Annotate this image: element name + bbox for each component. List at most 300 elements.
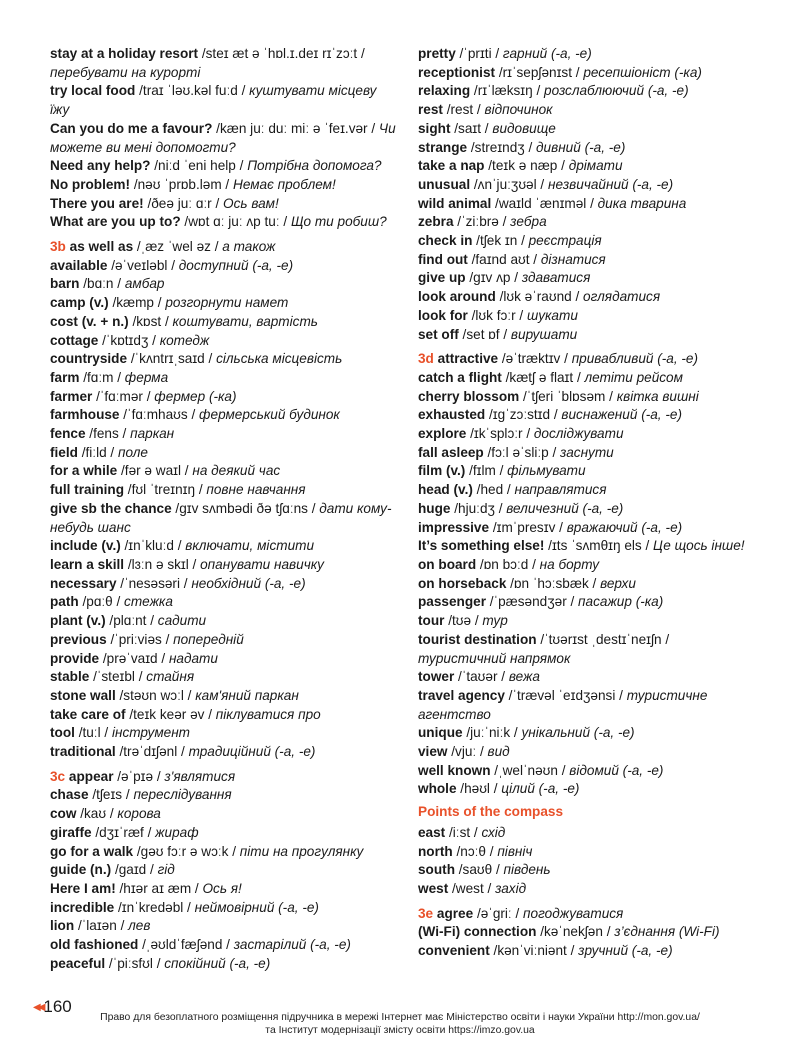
vocab-word: take a nap [418, 158, 485, 174]
vocab-entry [50, 706, 398, 725]
vocab-word: tower [418, 669, 455, 685]
vocab-pronunciation: /lʊk fɔːr / [467, 307, 527, 323]
vocab-entry [418, 350, 758, 369]
footer-line-1: Право для безоплатного розміщення підручника в мережі Інтернет має Міністерство освіти і науки України http://mon.gov.ua/ [100, 1012, 700, 1023]
vocab-translation: тур [482, 613, 508, 629]
vocab-translation: летіти рейсом [584, 369, 683, 385]
vocab-pronunciation: /kɒst / [128, 313, 173, 329]
vocab-word: stable [50, 669, 90, 685]
vocab-word: traditional [50, 744, 116, 760]
vocab-pronunciation: /fər ə waɪl / [117, 463, 193, 479]
vocab-translation: унікальний (-а, -е) [521, 725, 635, 741]
vocab-word: set off [418, 326, 459, 342]
vocab-entry [50, 257, 398, 276]
vocab-pronunciation: /ɒn bɔːd / [476, 556, 540, 572]
vocab-entry [418, 213, 758, 232]
vocab-word: fence [50, 426, 86, 442]
vocab-entry [50, 388, 398, 407]
vocab-pronunciation: /ˈlaɪən / [74, 918, 129, 934]
vocab-word: relaxing [418, 83, 471, 99]
vocab-entry [50, 880, 398, 899]
vocab-word: field [50, 444, 78, 460]
vocab-translation: дивний (-а, -е) [536, 139, 626, 155]
vocab-translation: пасажир (-ка) [578, 594, 664, 610]
vocab-translation: паркан [130, 426, 175, 442]
vocab-entry [50, 724, 398, 743]
vocab-word: as well as [69, 239, 134, 255]
vocab-pronunciation: /ɡaɪd / [111, 862, 158, 878]
vocab-word: cottage [50, 332, 99, 348]
vocab-entry [50, 294, 398, 313]
vocab-pronunciation: /dʒɪˈræf / [91, 824, 156, 840]
right-column [418, 45, 758, 961]
vocab-pronunciation: /tʊə / [444, 613, 483, 629]
vocab-entry [50, 537, 398, 556]
section-label: 3c [50, 768, 66, 784]
vocab-entry [418, 64, 758, 83]
vocab-word: on horseback [418, 575, 507, 591]
vocab-word: previous [50, 631, 107, 647]
vocab-entry [50, 176, 398, 195]
vocab-translation: туристичний напрямок [418, 650, 571, 666]
vocab-entry [418, 425, 758, 444]
vocab-word: on board [418, 556, 477, 572]
vocab-pronunciation: /əˈpɪə / [113, 768, 165, 784]
vocab-entry [418, 139, 758, 158]
vocab-pronunciation: /kənˈviːniənt / [489, 943, 579, 959]
vocab-entry [50, 786, 398, 805]
vocab-entry [418, 687, 758, 724]
vocab-entry [418, 923, 758, 942]
vocab-pronunciation: /ˈtʊərɪst ˌdestɪˈneɪʃn / [536, 631, 670, 647]
vocab-word: south [418, 862, 455, 878]
vocab-entry [418, 388, 758, 407]
vocab-entry [418, 556, 758, 575]
vocab-pronunciation: /bɑːn / [79, 276, 125, 292]
vocab-entry [50, 481, 398, 500]
vocab-entry [50, 157, 398, 176]
vocab-entry [50, 805, 398, 824]
vocab-pronunciation: /ɪɡˈzɔːstɪd / [485, 407, 562, 423]
vocab-pronunciation: /ɒn ˈhɔːsbæk / [506, 575, 601, 591]
vocab-word: stone wall [50, 687, 116, 703]
vocab-translation: зебра [510, 214, 547, 230]
vocab-entry [418, 724, 758, 743]
vocab-pronunciation: /saɪt / [450, 120, 493, 136]
vocab-translation: традиційний (-а, -е) [188, 744, 316, 760]
vocab-pronunciation: /fens / [85, 426, 131, 442]
vocab-word: cost (v. + n.) [50, 313, 129, 329]
vocab-translation: неймовірний (-а, -е) [194, 899, 319, 915]
vocab-translation: фермерський будинок [199, 407, 340, 423]
vocab-pronunciation: /rɪˈsepʃənɪst / [495, 64, 584, 80]
vocab-entry [50, 332, 398, 351]
vocab-word: farmhouse [50, 407, 120, 423]
vocab-entry [418, 369, 758, 388]
vocab-word: barn [50, 276, 80, 292]
vocab-translation: з’єднання (Wi-Fi) [614, 924, 720, 940]
vocab-pronunciation: /prəˈvaɪd / [99, 650, 169, 666]
vocab-entry [50, 313, 398, 332]
vocab-translation: Немає проблем! [233, 176, 336, 192]
vocab-translation: з'являтися [164, 768, 236, 784]
vocab-translation: вежа [508, 669, 540, 685]
vocab-word: travel agency [418, 687, 505, 703]
vocab-word: sight [418, 120, 451, 136]
vocab-pronunciation: /steɪ æt ə ˈhɒl.ɪ.deɪ rɪˈzɔːt / [198, 46, 365, 61]
vocab-entry [50, 350, 398, 369]
vocab-pronunciation: /ɪnˈkredəbl / [114, 899, 195, 915]
vocab-entry [418, 462, 758, 481]
vocab-word: lion [50, 918, 75, 934]
vocab-pronunciation: /əˈtræktɪv / [498, 351, 572, 367]
vocab-translation: вражаючий (-а, -е) [566, 519, 683, 535]
vocab-entry [418, 251, 758, 270]
vocab-word: film (v.) [418, 463, 466, 479]
vocab-translation: Це щось інше! [653, 538, 745, 554]
vocab-entry [50, 575, 398, 594]
vocab-entry [418, 500, 758, 519]
vocab-translation: фермер (-ка) [154, 388, 237, 404]
vocab-pronunciation: /kæn juː duː miː ə ˈfeɪ.vər / [212, 120, 379, 136]
vocab-pronunciation: /set ɒf / [458, 326, 511, 342]
vocab-pronunciation: /wɒt ɑː juː ʌp tuː / [180, 214, 291, 230]
vocab-entry [418, 631, 758, 668]
vocab-translation: величезний (-а, -е) [506, 500, 624, 516]
vocab-translation: фільмувати [507, 463, 586, 479]
vocab-word: farm [50, 369, 80, 385]
vocab-word: exhausted [418, 407, 486, 423]
vocab-word: explore [418, 426, 467, 442]
vocab-translation: сільська місцевість [216, 351, 343, 367]
vocab-pronunciation: /ðeə juː ɑːr / [143, 195, 224, 211]
vocab-translation: заснути [560, 444, 614, 460]
vocab-translation: інструмент [111, 725, 191, 741]
vocab-translation: лев [128, 918, 151, 934]
vocab-pronunciation: /lʊk əˈraʊnd / [495, 289, 584, 305]
vocab-word: go for a walk [50, 843, 134, 859]
vocab-word: receptionist [418, 64, 496, 80]
page-number-text: 160 [43, 997, 72, 1016]
vocab-translation: на деякий час [192, 463, 281, 479]
vocab-translation: опанувати навичку [200, 556, 324, 572]
vocab-entry [418, 762, 758, 781]
vocab-translation: стайня [146, 669, 195, 685]
vocab-translation: видовище [492, 120, 556, 136]
vocab-word: cherry blossom [418, 388, 520, 404]
vocab-entry [50, 824, 398, 843]
section-heading: Points of the compass [418, 804, 564, 820]
vocab-entry [418, 307, 758, 326]
vocab-word: zebra [418, 214, 454, 230]
vocab-translation: направлятися [514, 482, 607, 498]
vocab-pronunciation: /ˈpiːsfʊl / [105, 955, 165, 971]
vocab-entry [50, 120, 398, 157]
vocab-translation: необхідний (-а, -е) [191, 575, 306, 591]
vocab-translation: Що ти робиш? [290, 214, 387, 230]
vocab-entry [418, 942, 758, 961]
vocab-translation: зручний (-а, -е) [578, 943, 673, 959]
vocab-word: Need any help? [50, 158, 151, 174]
vocab-entry [418, 537, 758, 556]
vocab-entry [50, 238, 398, 257]
vocab-word: appear [68, 768, 114, 784]
vocab-entry [418, 444, 758, 463]
vocab-word: well known [418, 762, 491, 778]
left-column [50, 45, 398, 973]
vocab-pronunciation: /traɪ ˈləʊ.kəl fuːd / [135, 83, 250, 99]
vocab-translation: стежка [124, 594, 173, 610]
vocab-entry [50, 556, 398, 575]
vocab-pronunciation: /ˈtaʊər / [454, 669, 509, 685]
vocab-entry [418, 101, 758, 120]
vocab-entry [418, 880, 758, 899]
vocab-word: tool [50, 725, 75, 741]
vocab-pronunciation: /rest / [442, 102, 485, 118]
vocab-translation: квітка вишні [616, 388, 699, 404]
vocab-pronunciation: /ˈziːbrə / [453, 214, 511, 230]
vocab-word: unusual [418, 176, 471, 192]
vocab-word: old fashioned [50, 937, 139, 953]
vocab-pronunciation: /ˈkʌntrɪˌsaɪd / [127, 351, 217, 367]
vocab-pronunciation: /fɔːl əˈsliːp / [483, 444, 561, 460]
vocab-pronunciation: /ɡəʊ fɔːr ə wɔːk / [133, 843, 240, 859]
vocab-word: passenger [418, 594, 487, 610]
vocab-pronunciation: /kəˈnekʃən / [536, 924, 615, 940]
vocab-pronunciation: /ʌnˈjuːʒʊəl / [470, 176, 548, 192]
vocab-translation: корова [117, 806, 161, 822]
vocab-pronunciation: /ˈfɑːmər / [92, 388, 155, 404]
vocab-pronunciation: /ˈkɒtɪdʒ / [98, 332, 160, 348]
vocab-word: No problem! [50, 176, 131, 192]
vocab-pronunciation: /tʃek ɪn / [472, 233, 529, 249]
vocab-word: strange [418, 139, 468, 155]
vocab-word: convenient [418, 943, 490, 959]
vocab-translation: південь [503, 862, 551, 878]
vocab-pronunciation: /tʃeɪs / [88, 787, 134, 803]
vocab-entry [418, 743, 758, 762]
vocab-pronunciation: /ˈpæsəndʒər / [486, 594, 579, 610]
vocab-word: catch a flight [418, 369, 502, 385]
vocab-word: try local food [50, 83, 136, 99]
vocab-translation: дрімати [568, 158, 623, 174]
vocab-word: find out [418, 251, 468, 267]
vocab-translation: кам'яний паркан [195, 687, 299, 703]
vocab-word: head (v.) [418, 482, 473, 498]
vocab-entry [50, 743, 398, 762]
vocab-entry [50, 612, 398, 631]
vocab-translation: садити [157, 613, 207, 629]
vocab-word: include (v.) [50, 538, 121, 554]
vocab-translation: відомий (-а, -е) [569, 762, 664, 778]
vocab-pronunciation: /ˈtʃeri ˈblɒsəm / [519, 388, 617, 404]
vocab-word: guide (n.) [50, 862, 112, 878]
vocab-translation: шукати [526, 307, 578, 323]
vocab-translation: верхи [600, 575, 636, 591]
vocab-translation: виснажений (-а, -е) [561, 407, 682, 423]
vocab-word: countryside [50, 351, 128, 367]
vocab-pronunciation: /plɑːnt / [105, 613, 158, 629]
vocab-pronunciation: /hed / [472, 482, 515, 498]
vocab-entry [50, 917, 398, 936]
vocab-translation: амбар [124, 276, 165, 292]
vocab-entry [418, 157, 758, 176]
vocab-translation: гарний (-а, -е) [502, 46, 592, 61]
vocab-entry [50, 213, 398, 232]
vocab-pronunciation: /ɪnˈkluːd / [120, 538, 186, 554]
vocab-translation: оглядатися [583, 289, 661, 305]
vocab-pronunciation: /ɡɪv sʌmbədi ðə tʃɑːns / [171, 500, 320, 516]
vocab-pronunciation: /kætʃ ə flaɪt / [501, 369, 585, 385]
vocab-translation: поле [118, 444, 148, 460]
vocab-word: check in [418, 233, 473, 249]
vocab-word: impressive [418, 519, 490, 535]
vocab-word: There you are! [50, 195, 144, 211]
vocab-entry [50, 275, 398, 294]
vocab-translation: куштувати місцеву їжу [50, 83, 377, 118]
vocab-pronunciation: /fɑːm / [79, 369, 125, 385]
section-label: 3b [50, 239, 66, 255]
vocab-translation: дика тварина [597, 195, 687, 211]
vocab-translation: північ [497, 843, 533, 859]
vocab-pronunciation: /ˈnesəsəri / [116, 575, 192, 591]
vocab-translation: розгорнути намет [165, 295, 289, 311]
vocab-word: view [418, 744, 448, 760]
vocab-word: full training [50, 482, 125, 498]
vocab-word: fall asleep [418, 444, 484, 460]
vocab-translation: вирушати [510, 326, 578, 342]
vocab-entry [50, 195, 398, 214]
vocab-pronunciation: /streɪndʒ / [467, 139, 537, 155]
vocab-translation: надати [168, 650, 218, 666]
vocab-pronunciation: /teɪk ə næp / [484, 158, 569, 174]
vocab-translation: спокійний (-а, -е) [164, 955, 271, 971]
vocab-entry [50, 462, 398, 481]
vocab-translation: коштувати, вартість [172, 313, 318, 329]
vocab-translation: попередній [173, 631, 244, 647]
vocab-entry [50, 444, 398, 463]
vocab-pronunciation: /ˌwelˈnəʊn / [490, 762, 570, 778]
vocab-translation: доступний (-а, -е) [178, 257, 294, 273]
vocab-entry [418, 481, 758, 500]
vocab-entry [418, 288, 758, 307]
vocab-word: unique [418, 725, 463, 741]
vocab-translation: захід [495, 880, 527, 896]
vocab-entry [50, 687, 398, 706]
vocab-pronunciation: /niːd ˈeni help / [150, 158, 248, 174]
vocab-translation: здаватися [521, 270, 591, 286]
vocab-pronunciation: /ˌæz ˈwel əz / [133, 239, 223, 255]
vocab-entry [418, 232, 758, 251]
vocab-pronunciation: /trəˈdɪʃənl / [115, 744, 189, 760]
vocab-word: huge [418, 500, 451, 516]
vocab-entry [418, 668, 758, 687]
vocab-word: chase [50, 787, 89, 803]
vocab-pronunciation: /west / [448, 880, 496, 896]
vocab-entry [50, 668, 398, 687]
vocab-word: pretty [418, 46, 456, 61]
vocab-translation: ресепшіоніст (-ка) [583, 64, 702, 80]
vocab-pronunciation: /ˈfɑːmhaʊs / [119, 407, 199, 423]
vocab-translation: Чи можете ви мені допомогти? [50, 120, 396, 155]
vocab-pronunciation: /hɪər aɪ æm / [115, 880, 203, 896]
vocab-entry [50, 955, 398, 974]
vocab-translation: Ось я! [202, 880, 242, 896]
vocab-translation: а також [222, 239, 276, 255]
vocab-entry [50, 500, 398, 537]
vocab-entry [418, 824, 758, 843]
vocab-word: tour [418, 613, 445, 629]
vocab-word: east [418, 824, 446, 840]
vocab-pronunciation: /ˈprɪti / [455, 46, 503, 61]
vocab-entry [50, 861, 398, 880]
vocab-word: incredible [50, 899, 115, 915]
vocab-entry [418, 593, 758, 612]
vocab-word: giraffe [50, 824, 92, 840]
vocab-entry [418, 269, 758, 288]
vocab-entry [418, 519, 758, 538]
vocab-word: It’s something else! [418, 538, 545, 554]
vocab-translation: жираф [155, 824, 199, 840]
vocab-entry [418, 176, 758, 195]
vocab-pronunciation: /juːˈniːk / [462, 725, 522, 741]
vocab-pronunciation: /stəʊn wɔːl / [115, 687, 196, 703]
vocab-word: take care of [50, 706, 126, 722]
vocab-entry [418, 45, 758, 64]
vocab-entry [50, 45, 398, 82]
vocab-translation: піклуватися про [215, 706, 321, 722]
vocab-translation: дізнатися [540, 251, 606, 267]
vocab-pronunciation: /fɪlm / [465, 463, 508, 479]
vocab-entry [50, 425, 398, 444]
vocab-entry [418, 905, 758, 924]
vocab-translation: повне навчання [206, 482, 306, 498]
vocab-translation: реєстрація [528, 233, 602, 249]
vocab-word: give up [418, 270, 466, 286]
vocab-translation: включати, містити [185, 538, 315, 554]
vocab-word: Can you do me a favour? [50, 120, 213, 136]
vocab-word: stay at a holiday resort [50, 46, 199, 61]
vocab-pronunciation: /teɪk keər əv / [125, 706, 216, 722]
vocab-translation: розслаблюючий (-а, -е) [544, 83, 689, 99]
vocab-entry [50, 768, 398, 787]
vocab-entry [418, 82, 758, 101]
vocab-pronunciation: /rɪˈlæksɪŋ / [470, 83, 545, 99]
footer-line-2: та Інститут модернізації змісту освіти https://imzo.gov.ua [265, 1025, 535, 1036]
vocab-pronunciation: /fʊl ˈtreɪnɪŋ / [124, 482, 207, 498]
footer-notice [0, 1011, 800, 1037]
vocab-pronunciation: /tuːl / [74, 725, 112, 741]
vocab-translation: переслідування [133, 787, 232, 803]
vocab-translation: котедж [159, 332, 210, 348]
vocab-word: wild animal [418, 195, 492, 211]
vocab-word: What are you up to? [50, 214, 181, 230]
vocab-translation: привабливий (-а, -е) [571, 351, 698, 367]
vocab-entry [50, 899, 398, 918]
vocab-word: (Wi-Fi) connection [418, 924, 537, 940]
vocab-translation: відпочинок [484, 102, 553, 118]
vocab-word: give sb the chance [50, 500, 172, 516]
vocab-word: camp (v.) [50, 295, 109, 311]
vocab-translation: досліджувати [533, 426, 624, 442]
vocab-word: provide [50, 650, 100, 666]
vocab-pronunciation: /waɪld ˈænɪməl / [491, 195, 598, 211]
vocab-word: cow [50, 806, 77, 822]
vocab-entry [50, 593, 398, 612]
vocab-word: west [418, 880, 449, 896]
vocab-entry [50, 936, 398, 955]
vocab-pronunciation: /ɪkˈsplɔːr / [466, 426, 534, 442]
